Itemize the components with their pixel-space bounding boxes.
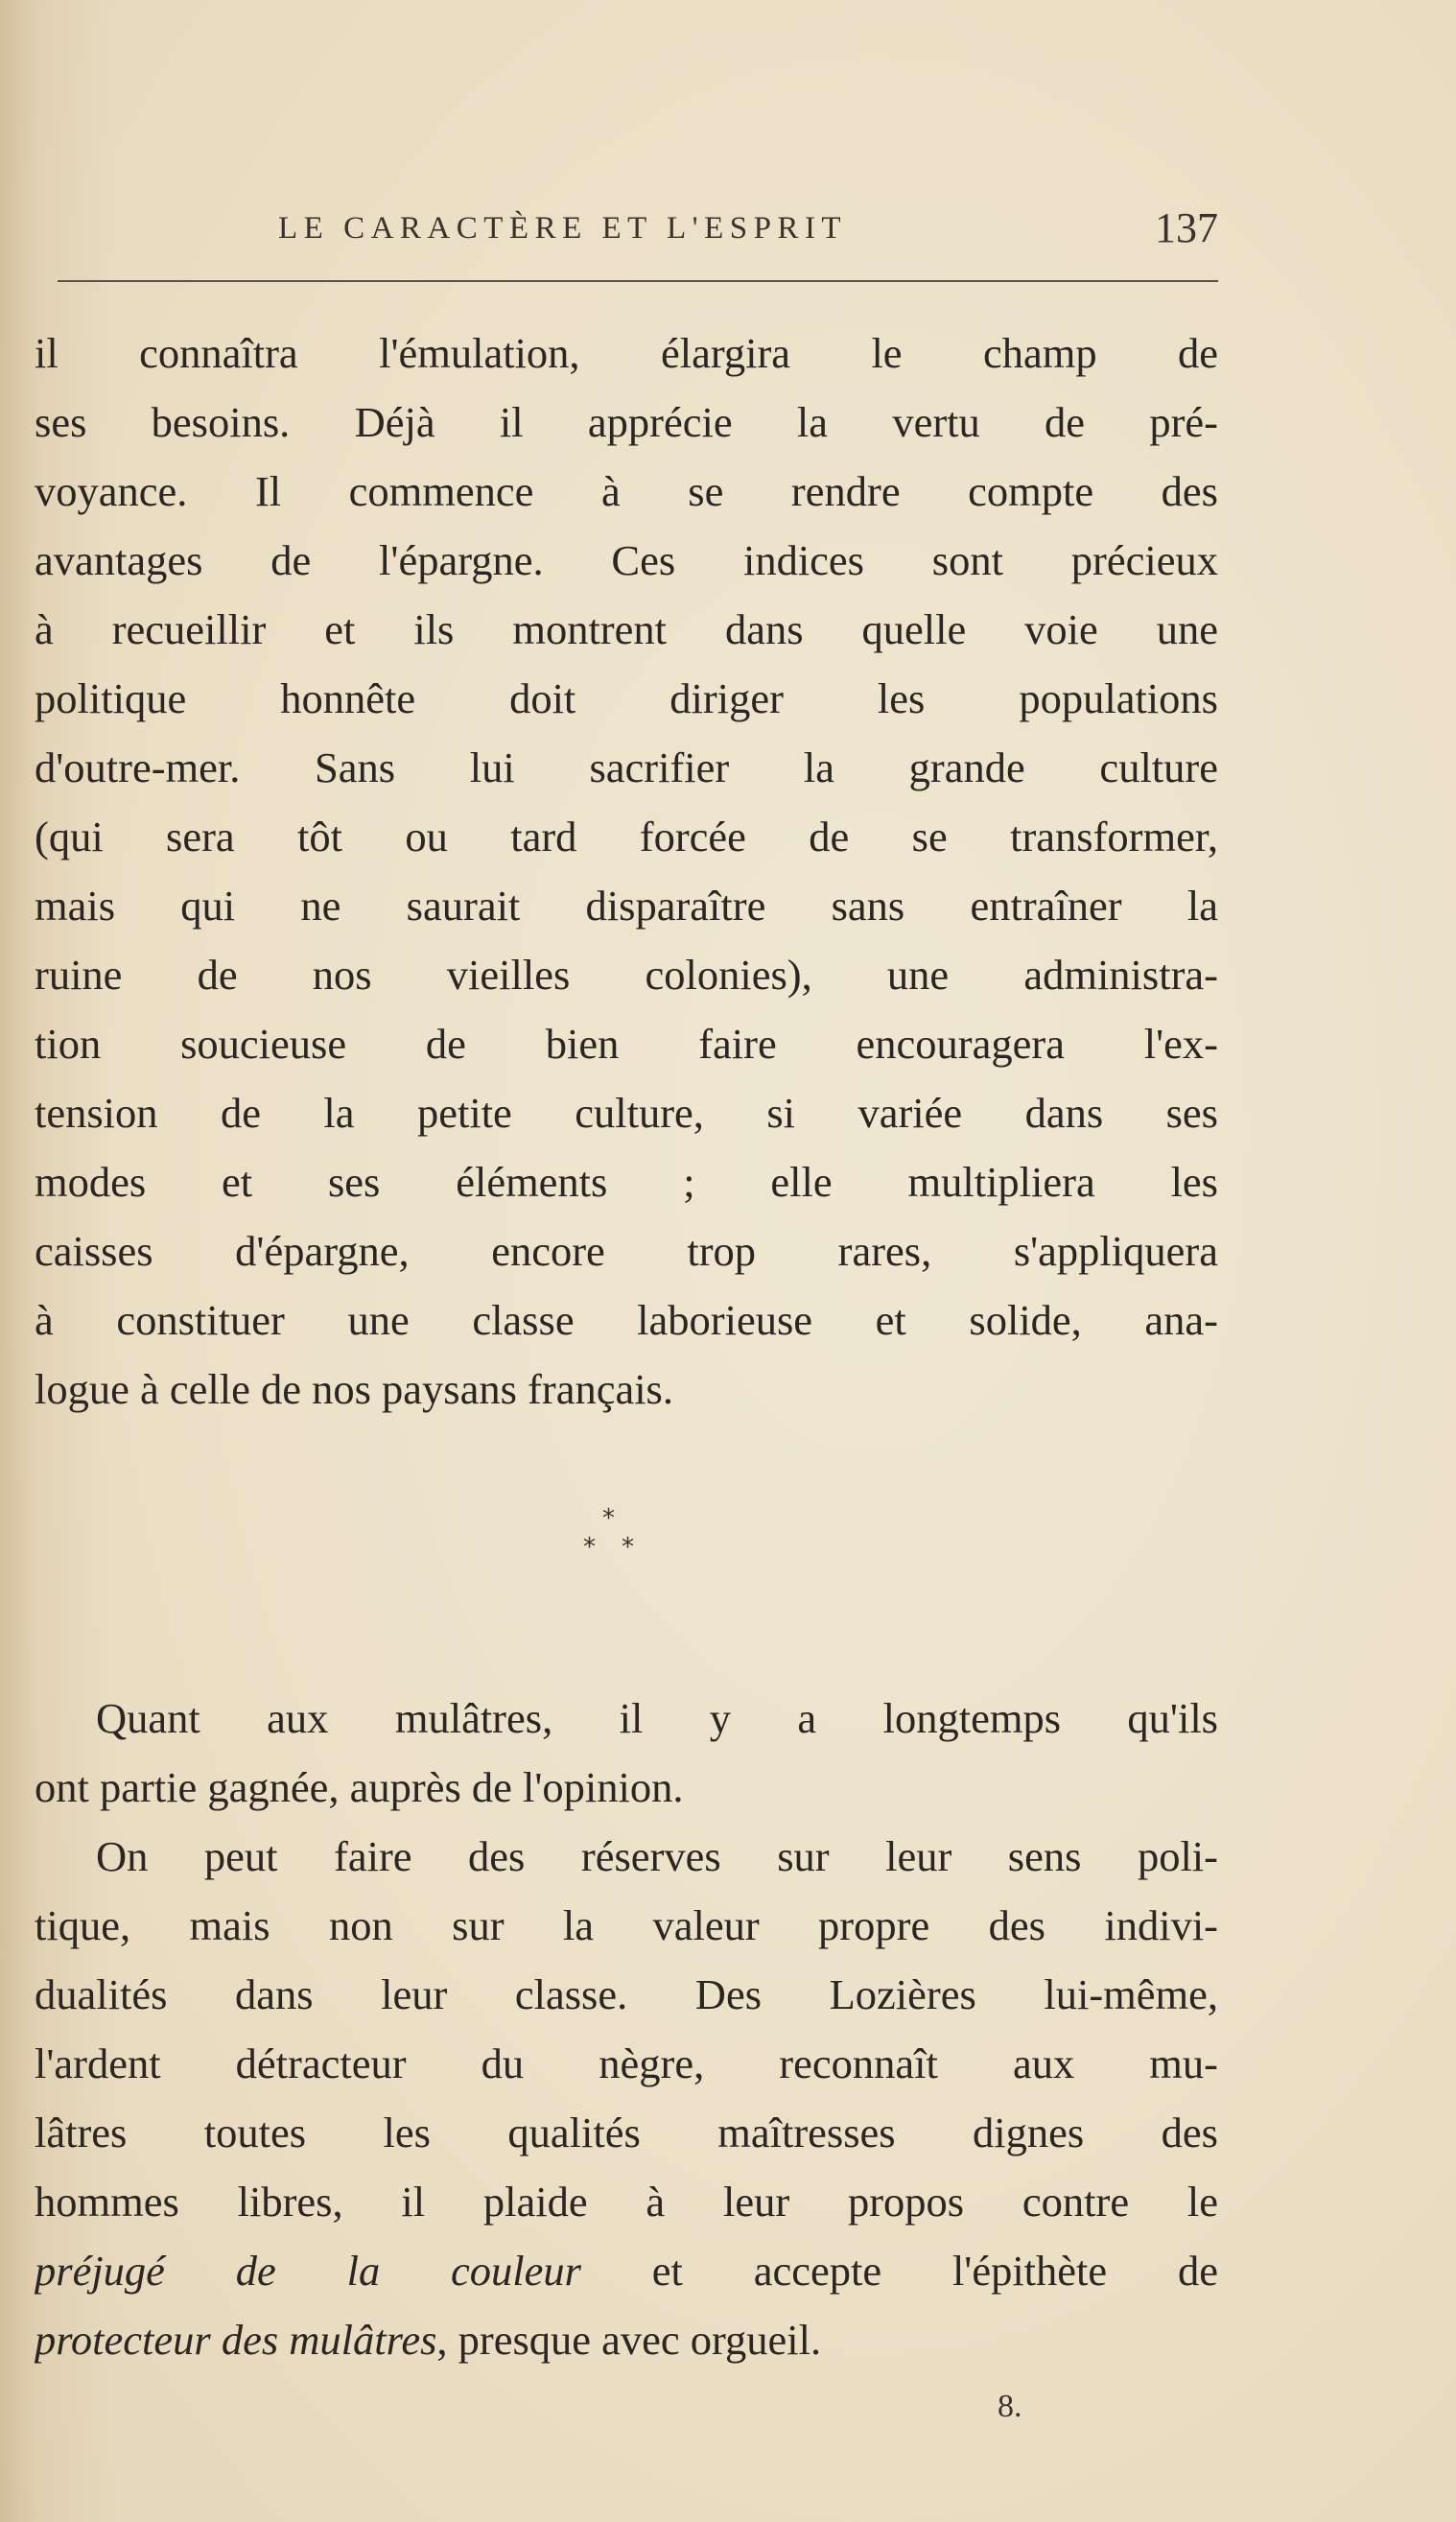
page-number: 137	[1155, 204, 1218, 251]
text-fragment: , presque avec orgueil.	[436, 2316, 822, 2364]
text-line: ses besoins. Déjà il apprécie la vertu de pré-	[35, 398, 1218, 446]
paragraph-1	[35, 318, 1218, 1424]
text-line: lâtres toutes les qualités maîtresses dignes des	[35, 2109, 1218, 2157]
text-line: avantages de l'épargne. Ces indices sont précieux	[35, 536, 1218, 584]
text-line-mixed	[35, 2305, 1218, 2374]
text-line: tique, mais non sur la valeur propre des indivi-	[35, 1901, 1218, 1949]
text-line: tension de la petite culture, si variée dans ses	[35, 1089, 1218, 1137]
italic-phrase: préjugé de la couleur	[35, 2247, 581, 2295]
text-line: d'outre-mer. Sans lui sacrifier la grande culture	[35, 743, 1218, 791]
italic-phrase: protecteur des mulâtres	[35, 2316, 437, 2364]
text-line: tion soucieuse de bien faire encouragera l'ex-	[35, 1020, 1218, 1068]
text-line: ruine de nos vieilles colonies), une administra-	[35, 951, 1218, 999]
paragraph-2	[35, 1684, 1218, 2374]
header-rule	[58, 280, 1218, 282]
asterism-separator	[566, 1506, 662, 1592]
running-head	[278, 204, 1228, 263]
text-line-mixed	[35, 2236, 1218, 2305]
text-line: (qui sera tôt ou tard forcée de se transformer,	[35, 813, 1218, 860]
text-line: à recueillir et ils montrent dans quelle voie une	[35, 605, 1218, 653]
text-line: modes et ses éléments ; elle multipliera les	[35, 1158, 1218, 1206]
text-line: caisses d'épargne, encore trop rares, s'appliquera	[35, 1227, 1218, 1275]
text-line: ont partie gagnée, auprès de l'opinion.	[35, 1763, 684, 1811]
signature-mark: 8.	[998, 2389, 1022, 2424]
text-line: l'ardent détracteur du nègre, reconnaît aux mu-	[35, 2039, 1218, 2087]
text-fragment: et accepte l'épithète de	[580, 2247, 1218, 2295]
text-line: dualités dans leur classe. Des Lozières lui-même,	[35, 1970, 1218, 2018]
asterism-star-left: *	[583, 1533, 596, 1562]
running-title: LE CARACTÈRE ET L'ESPRIT	[278, 211, 848, 246]
text-line: On peut faire des réserves sur leur sens poli-	[96, 1832, 1218, 1880]
text-line: voyance. Il commence à se rendre compte des	[35, 467, 1218, 515]
text-line: il connaîtra l'émulation, élargira le champ de	[35, 329, 1218, 377]
text-line: hommes libres, il plaide à leur propos contre le	[35, 2178, 1218, 2226]
text-line: politique honnête doit diriger les populations	[35, 674, 1218, 722]
asterism-star-top: *	[602, 1504, 615, 1533]
text-line: mais qui ne saurait disparaître sans entraîner la	[35, 882, 1218, 930]
text-line: logue à celle de nos paysans français.	[35, 1365, 674, 1413]
text-line: Quant aux mulâtres, il y a longtemps qu'ils	[96, 1694, 1218, 1742]
text-line: à constituer une classe laborieuse et solide, ana-	[35, 1296, 1218, 1344]
asterism-star-right: *	[622, 1533, 634, 1562]
